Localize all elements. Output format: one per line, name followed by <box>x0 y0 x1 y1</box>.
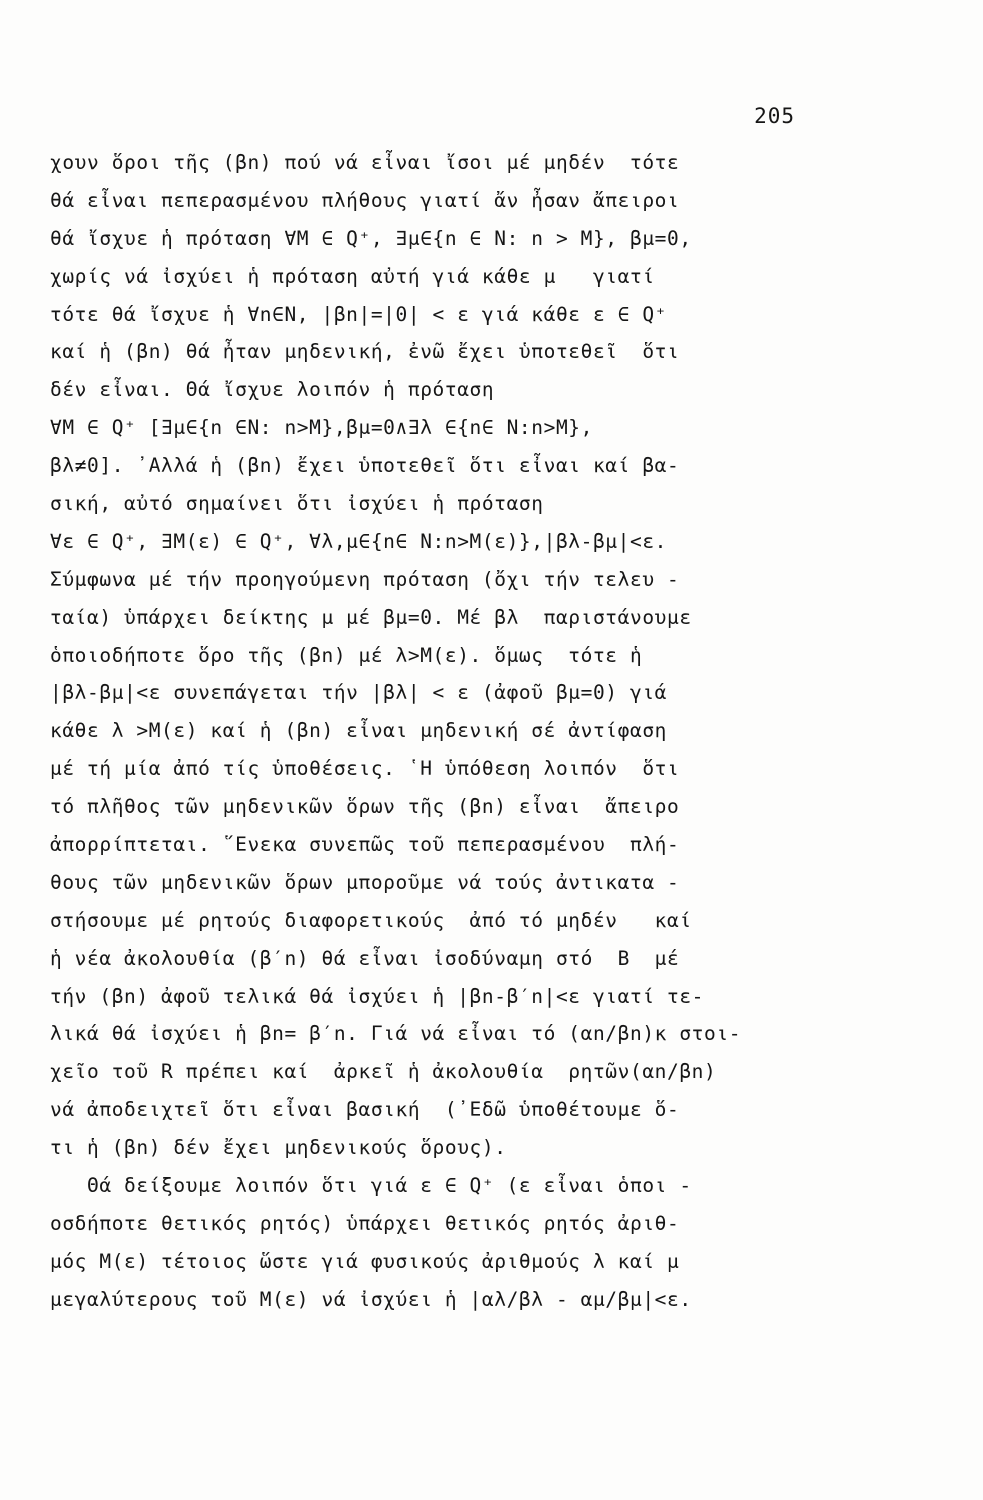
text-line: ἡ νέα ἀκολουθία (β′n) θά εἶναι ἰσοδύναμη στό B μέ <box>50 946 680 970</box>
text-line: μός M(ε) τέτοιος ὥστε γιά φυσικούς ἀριθμούς λ καί μ <box>50 1249 680 1273</box>
text-line: χεῖο τοῦ R πρέπει καί ἀρκεῖ ἡ ἀκολουθία ρητῶν(αn/βn) <box>50 1060 717 1084</box>
text-line: μεγαλύτερους τοῦ M(ε) νά ἰσχύει ἡ |αλ/βλ - αμ/βμ|<ε. <box>50 1287 692 1311</box>
text-line: τι ἡ (βn) δέν ἔχει μηδενικούς ὅρους). <box>50 1136 507 1160</box>
text-line: μέ τή μία ἀπό τίς ὑποθέσεις. ῾Η ὑπόθεση λοιπόν ὅτι <box>50 757 680 781</box>
text-line: ∀M ∈ Q⁺ [∃μ∈{n ∈N: n>M},βμ=0∧∃λ ∈{n∈ N:n>M}, <box>50 416 593 440</box>
text-line: Θά δείξουμε λοιπόν ὅτι γιά ε ∈ Q⁺ (ε εἶναι ὁποι - <box>50 1174 692 1198</box>
text-line: θους τῶν μηδενικῶν ὅρων μποροῦμε νά τούς ἀντικατα - <box>50 870 680 894</box>
text-line: τό πλῆθος τῶν μηδενικῶν ὅρων τῆς (βn) εἶναι ἄπειρο <box>50 795 680 819</box>
text-line: στήσουμε μέ ρητούς διαφορετικούς ἀπό τό μηδέν καί <box>50 908 692 932</box>
text-line: οσδήποτε θετικός ρητός) ὑπάρχει θετικός ρητός ἀριθ- <box>50 1211 680 1235</box>
text-line: ∀ε ∈ Q⁺, ∃M(ε) ∈ Q⁺, ∀λ,μ∈{n∈ N:n>M(ε)},|βλ-βμ|<ε. <box>50 529 667 553</box>
text-line: δέν εἶναι. Θά ἴσχυε λοιπόν ἡ πρόταση <box>50 378 495 402</box>
text-line: τήν (βn) ἀφοῦ τελικά θά ἰσχύει ἡ |βn-β′n|<ε γιατί τε- <box>50 984 705 1008</box>
text-line: νά ἀποδειχτεῖ ὅτι εἶναι βασική (᾿Εδῶ ὑποθέτουμε ὅ- <box>50 1098 680 1122</box>
text-line: Σύμφωνα μέ τήν προηγούμενη πρόταση (ὄχι τήν τελευ - <box>50 567 680 591</box>
text-line: |βλ-βμ|<ε συνεπάγεται τήν |βλ| < ε (ἀφοῦ βμ=0) γιά <box>50 681 667 705</box>
text-line: χωρίς νά ἰσχύει ἡ πρόταση αὐτή γιά κάθε μ γιατί <box>50 264 655 288</box>
text-line: τότε θά ἴσχυε ἡ ∀n∈N, |βn|=|0| < ε γιά κάθε ε ∈ Q⁺ <box>50 302 667 326</box>
text-line: σική, αὐτό σημαίνει ὅτι ἰσχύει ἡ πρόταση <box>50 492 544 516</box>
text-line: καί ἡ (βn) θά ἦταν μηδενική, ἐνῶ ἔχει ὑποτεθεῖ ὅτι <box>50 340 680 364</box>
text-line: ὁποιοδήποτε ὅρο τῆς (βn) μέ λ>M(ε). ὅμως τότε ἡ <box>50 643 643 667</box>
page-number: 205 <box>754 104 795 128</box>
body-text <box>50 144 810 1319</box>
text-line: ταία) ὑπάρχει δείκτης μ μέ βμ=0. Μέ βλ παριστάνουμε <box>50 605 692 629</box>
text-line: θά ἴσχυε ἡ πρόταση ∀M ∈ Q⁺, ∃μ∈{n ∈ N: n > M}, βμ=0, <box>50 226 692 250</box>
text-line: θά εἶναι πεπερασμένου πλήθους γιατί ἄν ἦσαν ἄπειροι <box>50 188 680 212</box>
text-line: κάθε λ >M(ε) καί ἡ (βn) εἶναι μηδενική σέ ἀντίφαση <box>50 719 667 743</box>
text-line: χουν ὅροι τῆς (βn) πού νά εἶναι ἴσοι μέ μηδέν τότε <box>50 151 680 174</box>
text-line: λικά θά ἰσχύει ἡ βn= β′n. Γιά νά εἶναι τό (αn/βn)κ στοι- <box>50 1022 742 1046</box>
text-line: ἀπορρίπτεται. ῞Ενεκα συνεπῶς τοῦ πεπερασμένου πλή- <box>50 833 680 857</box>
text-line: βλ≠0]. ᾿Αλλά ἡ (βn) ἔχει ὑποτεθεῖ ὅτι εἶναι καί βα- <box>50 454 680 478</box>
